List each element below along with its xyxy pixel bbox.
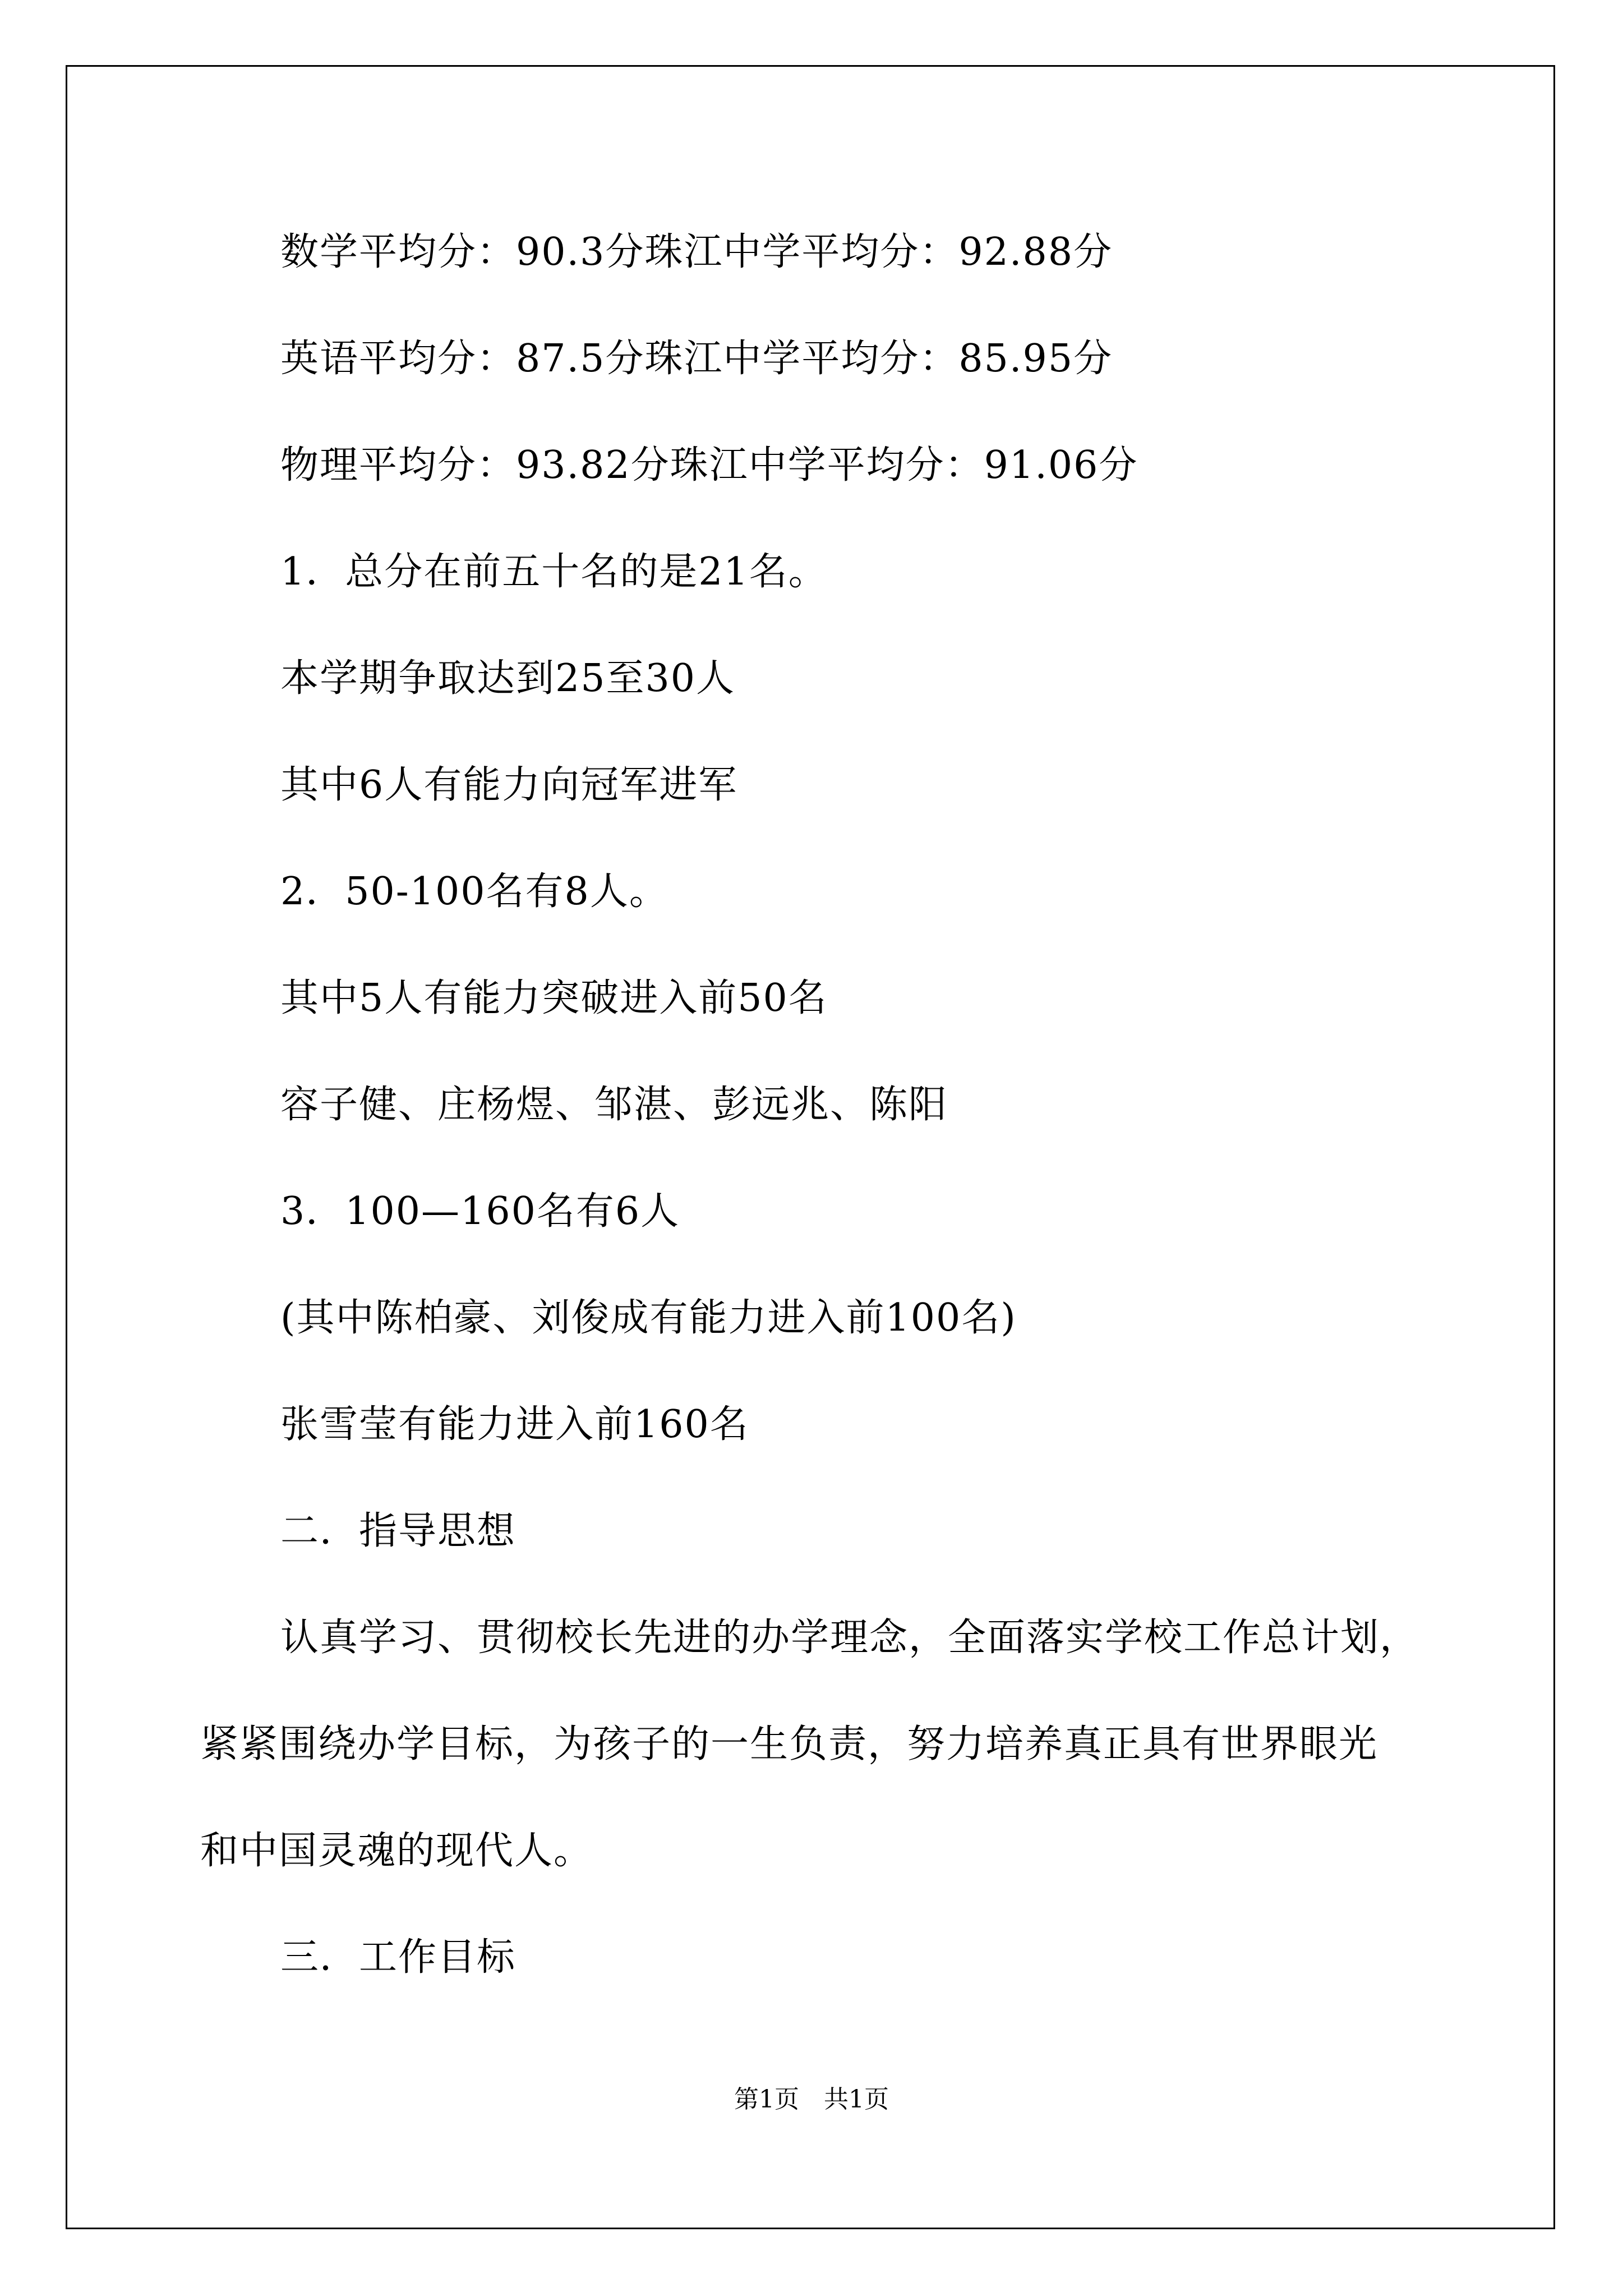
paragraph-line-1: 认真学习、贯彻校长先进的办学理念，全面落实学校工作总计划， [280, 1616, 1419, 1660]
text-line-top-fifty: 1．总分在前五十名的是21名。 [280, 550, 828, 594]
text-line-top-100-candidates: (其中陈柏豪、刘俊成有能力进入前100名) [280, 1296, 1017, 1340]
text-line-top-160-candidate: 张雪莹有能力进入前160名 [280, 1402, 749, 1447]
text-line-english-average: 英语平均分：87.5分珠江中学平均分：85.95分 [280, 337, 1113, 381]
section-heading-work-goals: 三．工作目标 [280, 1935, 517, 1980]
text-line-student-names: 容子健、庄杨煜、邹湛、彭远兆、陈阳 [280, 1083, 948, 1127]
section-heading-guiding-ideology: 二．指导思想 [280, 1509, 517, 1553]
page-border [66, 65, 1555, 2229]
paragraph-line-3: 和中国灵魂的现代人。 [200, 1829, 593, 1873]
page-footer: 第1页 共1页 [734, 2085, 889, 2114]
text-line-champion-candidates: 其中6人有能力向冠军进军 [280, 763, 738, 807]
text-line-math-average: 数学平均分：90.3分珠江中学平均分：92.88分 [280, 230, 1113, 274]
paragraph-line-2: 紧紧围绕办学目标，为孩子的一生负责，努力培养真正具有世界眼光 [200, 1722, 1378, 1766]
text-line-rank-50-100: 2．50-100名有8人。 [280, 869, 668, 914]
text-line-physics-average: 物理平均分：93.82分珠江中学平均分：91.06分 [280, 443, 1138, 487]
text-line-breakthrough: 其中5人有能力突破进入前50名 [280, 976, 828, 1020]
text-line-rank-100-160: 3．100—160名有6人 [280, 1189, 680, 1234]
text-line-semester-goal: 本学期争取达到25至30人 [280, 656, 736, 701]
